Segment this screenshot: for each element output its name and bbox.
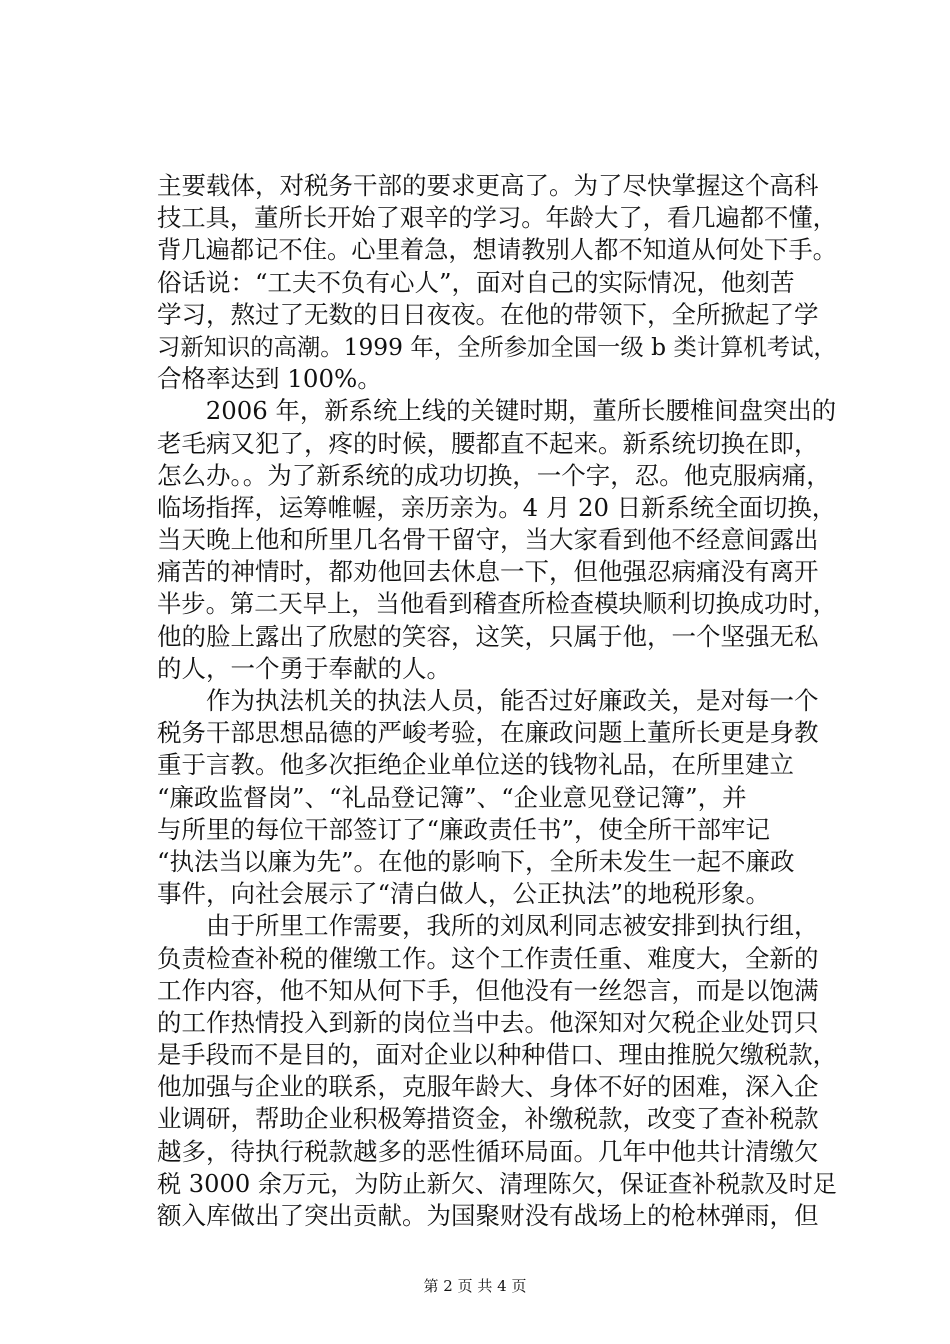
text-line: 作为执法机关的执法人员，能否过好廉政关，是对每一个 [157, 686, 819, 715]
text-line: 的工作热情投入到新的岗位当中去。他深知对欠税企业处罚只 [157, 1007, 819, 1037]
text-line: 重于言教。他多次拒绝企业单位送的钱物礼品，在所里建立 [157, 750, 794, 780]
text-line: 事件，向社会展示了“清白做人，公正执法”的地税形象。 [157, 879, 771, 909]
text-line: 他加强与企业的联系，克服年龄大、身体不好的困难，深入企 [157, 1072, 819, 1102]
text-line: 工作内容，他不知从何下手，但他没有一丝怨言，而是以饱满 [157, 975, 819, 1005]
text-line: “执法当以廉为先”。在他的影响下，全所未发生一起不廉政 [157, 846, 795, 876]
text-line: 技工具，董所长开始了艰辛的学习。年龄大了，看几遍都不懂， [157, 203, 837, 233]
document-body [157, 170, 837, 1232]
text-line: 学习，熬过了无数的日日夜夜。在他的带领下，全所掀起了学 [157, 299, 819, 329]
text-line: 税务干部思想品德的严峻考验，在廉政问题上董所长更是身教 [157, 718, 819, 748]
text-line: 背几遍都记不住。心里着急，想请教别人都不知道从何处下手。 [157, 235, 837, 265]
text-line: 俗话说：“工夫不负有心人”，面对自己的实际情况，他刻苦 [157, 267, 795, 297]
text-line: 合格率达到 100%。 [157, 364, 382, 394]
text-line: 2006 年，新系统上线的关键时期，董所长腰椎间盘突出的 [157, 396, 837, 426]
text-line: 习新知识的高潮。1999 年，全所参加全国一级 b 类计算机考试， [157, 332, 837, 361]
text-line: 越多，待执行税款越多的恶性循环局面。几年中他共计清缴欠 [157, 1136, 819, 1166]
text-line: 额入库做出了突出贡献。为国聚财没有战场上的枪林弹雨，但 [157, 1201, 819, 1230]
text-line: 当天晚上他和所里几名骨干留守，当大家看到他不经意间露出 [157, 525, 819, 555]
text-line: 与所里的每位干部签订了“廉政责任书”，使全所干部牢记 [157, 814, 771, 844]
text-line: 的人，一个勇于奉献的人。 [157, 653, 451, 683]
text-line: 主要载体，对税务干部的要求更高了。为了尽快掌握这个高科 [157, 171, 819, 200]
text-line: 怎么办。。为了新系统的成功切换，一个字，忍。他克服病痛， [157, 460, 831, 490]
text-line: 半步。第二天早上，当他看到稽查所检查模块顺利切换成功时， [157, 589, 837, 619]
text-line: 他的脸上露出了欣慰的笑容，这笑，只属于他，一个坚强无私 [157, 621, 819, 651]
text-line: 临场指挥，运筹帷幄，亲历亲为。4 月 20 日新系统全面切换， [157, 492, 837, 522]
text-line: 由于所里工作需要，我所的刘凤利同志被安排到执行组， [157, 911, 819, 941]
text-line: 痛苦的神情时，都劝他回去休息一下，但他强忍病痛没有离开 [157, 557, 819, 587]
text-line: 负责检查补税的催缴工作。这个工作责任重、难度大，全新的 [157, 943, 819, 973]
text-line: 业调研，帮助企业积极筹措资金，补缴税款，改变了查补税款 [157, 1104, 819, 1134]
text-line: 税 3000 余万元，为防止新欠、清理陈欠，保证查补税款及时足 [157, 1169, 837, 1198]
text-line: 是手段而不是目的，面对企业以种种借口、理由推脱欠缴税款， [157, 1040, 837, 1070]
text-line: “廉政监督岗”、“礼品登记簿”、“企业意见登记簿”，并 [157, 782, 747, 812]
page-footer: 第 2 页 共 4 页 [423, 1277, 527, 1295]
text-line: 老毛病又犯了，疼的时候，腰都直不起来。新系统切换在即， [157, 428, 819, 458]
